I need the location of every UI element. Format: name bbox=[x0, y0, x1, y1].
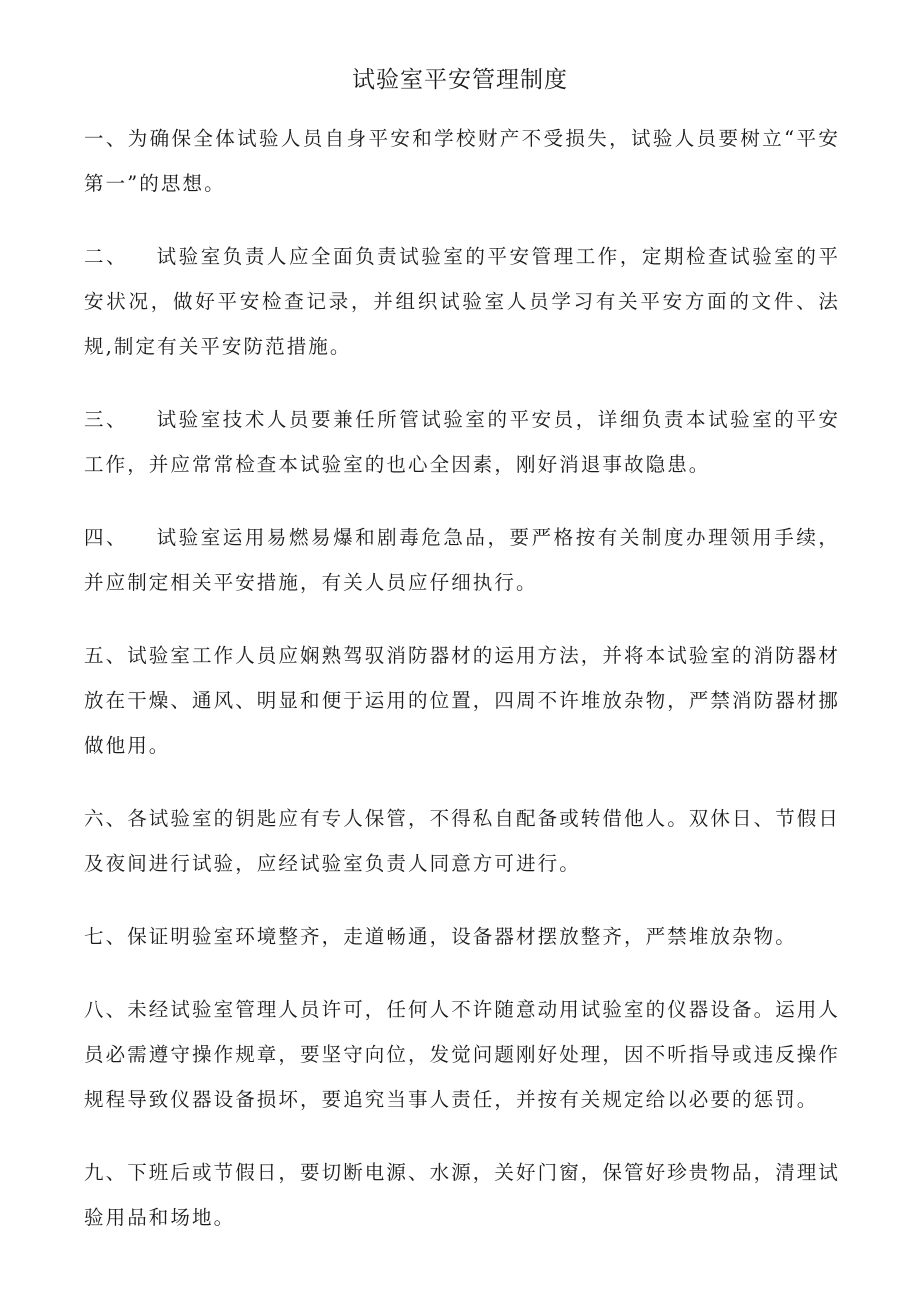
clause-text: 保证明验室环境整齐，走道畅通，设备器材摆放整齐，严禁堆放杂物。 bbox=[127, 925, 797, 948]
document-title: 试验室平安管理制度 bbox=[352, 67, 568, 93]
clause-text: 试验室运用易燃易爆和剧毒危急品，要严格按有关制度办理领用手续，并应制定相关平安措施，有关人员应仔细执行。 bbox=[84, 526, 840, 594]
clause-number: 八、 bbox=[84, 998, 128, 1021]
clause-2 bbox=[84, 234, 840, 369]
clause-number: 五、 bbox=[84, 644, 128, 667]
clause-1 bbox=[84, 116, 840, 206]
clause-4 bbox=[84, 515, 840, 605]
clause-number: 六、 bbox=[84, 807, 128, 830]
clause-number: 二、 bbox=[84, 245, 129, 268]
clause-text: 为确保全体试验人员自身平安和学校财产不受损失，试验人员要树立“平安第一”的思想。 bbox=[84, 127, 840, 195]
clause-number: 三、 bbox=[84, 408, 129, 431]
clause-9 bbox=[84, 1150, 840, 1240]
clause-number: 一、 bbox=[84, 127, 128, 150]
clause-text: 下班后或节假日，要切断电源、水源，关好门窗，保管好珍贵物品，清理试验用品和场地。 bbox=[84, 1161, 841, 1229]
clause-number: 九、 bbox=[84, 1161, 128, 1184]
clause-text: 试验室技术人员要兼任所管试验室的平安员，详细负责本试验室的平安工作，并应常常检查本试验室的也心全因素，刚好消退事故隐患。 bbox=[84, 408, 840, 476]
clause-text: 未经试验室管理人员许可，任何人不许随意动用试验室的仪器设备。运用人员必需遵守操作规章，要坚守向位，发觉问题刚好处理，因不听指导或违反操作规程导致仪器设备损坏，要追究当事人责任，并按有关规定给以必要的惩罚。 bbox=[84, 998, 841, 1111]
clause-text: 各试验室的钥匙应有专人保管，不得私自配备或转借他人。双休日、节假日及夜间进行试验，应经试验室负责人同意方可进行。 bbox=[84, 807, 841, 875]
clause-text: 试验室工作人员应娴熟驾驭消防器材的运用方法，并将本试验室的消防器材放在干燥、通风、明显和便于运用的位置，四周不许堆放杂物，严禁消防器材挪做他用。 bbox=[84, 644, 841, 757]
clause-3 bbox=[84, 397, 840, 487]
clause-7 bbox=[84, 914, 840, 959]
clause-text: 试验室负责人应全面负责试验室的平安管理工作，定期检查试验室的平安状况，做好平安检查记录，并组织试验室人员学习有关平安方面的文件、法规,制定有关平安防范措施。 bbox=[84, 245, 840, 358]
clause-5 bbox=[84, 633, 840, 768]
clause-8 bbox=[84, 987, 840, 1122]
clause-list bbox=[84, 116, 840, 1268]
clause-6 bbox=[84, 796, 840, 886]
clause-number: 四、 bbox=[84, 526, 129, 549]
clause-number: 七、 bbox=[84, 925, 128, 948]
